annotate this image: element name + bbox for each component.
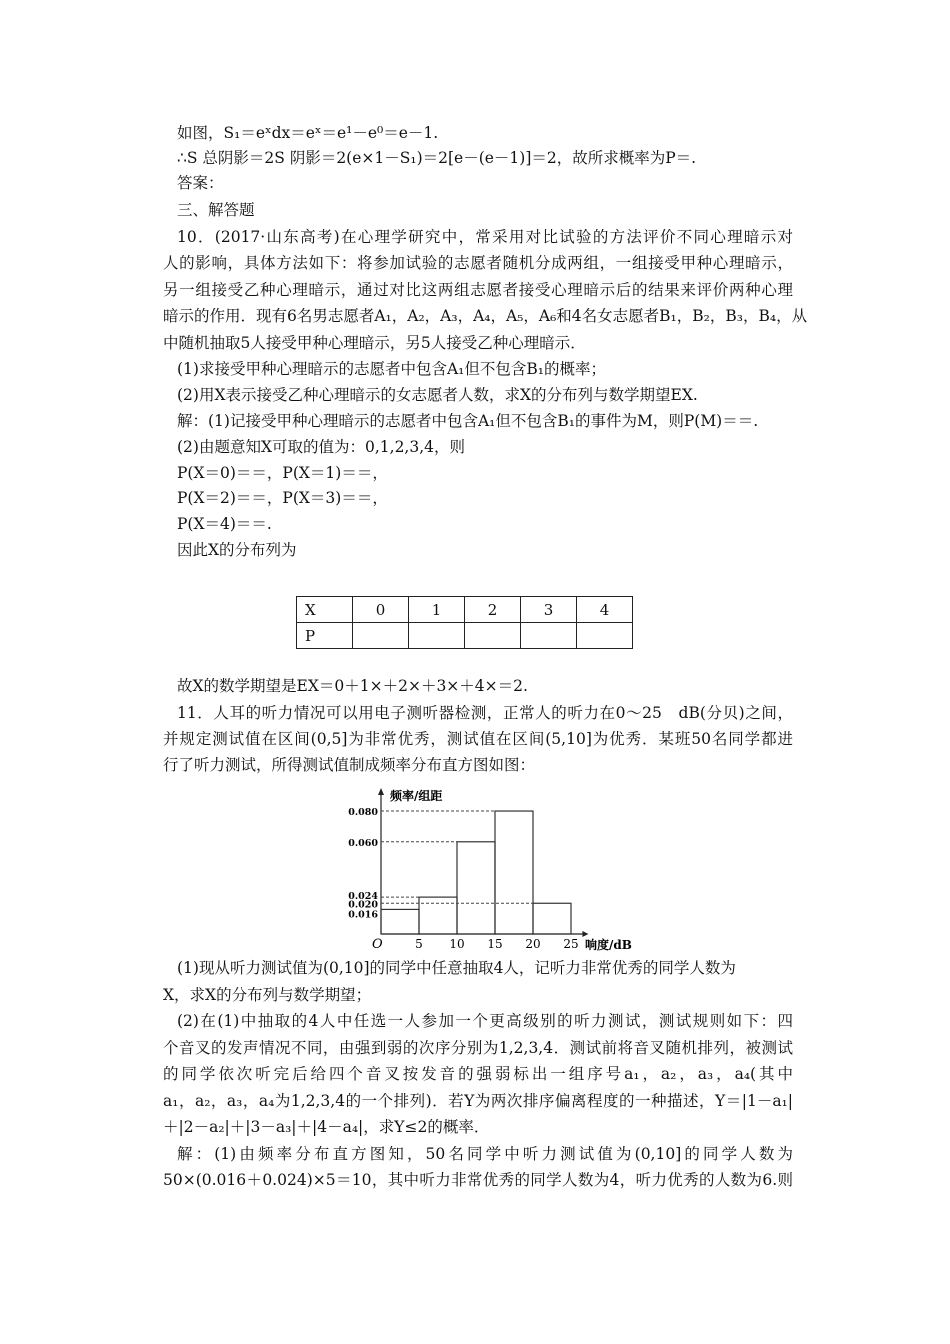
histogram-chart (340, 770, 650, 955)
table-cell (577, 623, 633, 649)
text-line: (1)求接受甲种心理暗示的志愿者中包含A₁但不包含B₁的概率； (177, 360, 606, 378)
problem-10-text: 10．(2017·山东高考)在心理学研究中，常采用对比试验的方法评价不同心理暗示对 (177, 228, 793, 246)
y-axis-label: 频率/组距 (390, 789, 443, 803)
text-line: 如图，S₁＝eˣdx＝eˣ＝e¹－e⁰＝e－1. (177, 124, 439, 142)
text-line: 个音叉的发声情况不同，由强到弱的次序分别为1,2,3,4．测试前将音叉随机排列，被测试 (163, 1039, 793, 1057)
y-tick-label: 0.020 (348, 899, 378, 911)
y-axis-arrow-icon (378, 788, 384, 795)
section-heading: 三、解答题 (177, 201, 255, 219)
x-tick-label: 10 (449, 937, 465, 951)
table-cell: 4 (577, 597, 633, 623)
text-line: 50×(0.016＋0.024)×5＝10，其中听力非常优秀的同学人数为4，听力优秀的人数为6.则 (163, 1171, 793, 1189)
origin-label: O (372, 937, 383, 952)
text-line: (1)现从听力测试值为(0,10]的同学中任意抽取4人，记听力非常优秀的同学人数为 (177, 959, 736, 977)
text-line: 的同学依次听完后给四个音叉按发音的强弱标出一组序号a₁，a₂，a₃，a₄(其中 (163, 1065, 793, 1083)
text-line: 因此X的分布列为 (177, 541, 297, 559)
distribution-table (296, 596, 633, 649)
table-cell: X (297, 597, 353, 623)
table-cell (521, 623, 577, 649)
text-line: 并规定测试值在区间(0,5]为非常优秀，测试值在区间(5,10]为优秀．某班50名同学都进 (163, 730, 793, 748)
text-line: (2)用X表示接受乙种心理暗示的女志愿者人数，求X的分布列与数学期望EX. (177, 386, 698, 404)
text-line: 人的影响，具体方法如下：将参加试验的志愿者随机分成两组，一组接受甲种心理暗示， (163, 254, 793, 272)
text-line: 故X的数学期望是EX＝0＋1×＋2×＋3×＋4×＝2. (177, 677, 528, 695)
x-tick-label: 20 (525, 937, 541, 951)
table-cell: 3 (521, 597, 577, 623)
text-line: (2)在(1)中抽取的4人中任选一人参加一个更高级别的听力测试，测试规则如下：四 (177, 1012, 793, 1030)
text-line: ＋|2－a₂|＋|3－a₃|＋|4－a₄|，求Y≤2的概率． (163, 1118, 490, 1136)
histogram-bar (533, 903, 571, 934)
x-tick-label: 5 (415, 937, 423, 951)
table-row (297, 597, 633, 623)
histogram-bar (419, 897, 457, 934)
text-line: (2)由题意知X可取的值为：0,1,2,3,4，则 (177, 438, 466, 456)
text-line: P(X＝2)＝＝，P(X＝3)＝＝， (177, 489, 388, 507)
text-line: a₁，a₂，a₃，a₄为1,2,3,4的一个排列)．若Y为两次排序偏离程度的一种描述，Y＝|1－a₁| (163, 1092, 793, 1110)
text-line: 暗示的作用．现有6名男志愿者A₁，A₂，A₃，A₄，A₅，A₆和4名女志愿者B₁，B₂，B₃，B₄，从 (163, 307, 808, 325)
x-axis-label: 响度/dB (585, 938, 632, 952)
text-line: X，求X的分布列与数学期望； (163, 986, 372, 1004)
y-tick-label: 0.024 (348, 891, 378, 903)
y-tick-label: 0.016 (348, 909, 378, 921)
table-cell: 0 (353, 597, 409, 623)
problem-11-text: 11．人耳的听力情况可以用电子测听器检测，正常人的听力在0～25 dB(分贝)之间， (177, 704, 793, 722)
text-line: 答案： (177, 174, 224, 192)
text-line: 中随机抽取5人接受甲种心理暗示，另5人接受乙种心理暗示． (163, 334, 586, 352)
x-tick-label: 15 (487, 937, 503, 951)
histogram-bar (495, 811, 533, 934)
text-line: 解：(1)由频率分布直方图知，50名同学中听力测试值为(0,10]的同学人数为 (177, 1145, 793, 1163)
x-axis-arrow-icon (582, 931, 588, 937)
text-line: 行了听力测试，所得测试值制成频率分布直方图如图： (163, 756, 536, 774)
text-line: P(X＝4)＝＝. (177, 515, 272, 533)
table-cell: 1 (409, 597, 465, 623)
table-cell: 2 (465, 597, 521, 623)
table-cell (353, 623, 409, 649)
histogram-bar (457, 842, 495, 934)
y-tick-label: 0.080 (348, 807, 378, 819)
histogram-bar (381, 909, 419, 934)
table-cell (409, 623, 465, 649)
chart-bars (381, 811, 571, 934)
chart-axes (378, 788, 588, 937)
x-tick-label: 25 (563, 937, 579, 951)
text-line: 另一组接受乙种心理暗示，通过对比这两组志愿者接受心理暗示后的结果来评价两种心理 (163, 281, 793, 299)
table-row (297, 623, 633, 649)
text-line: P(X＝0)＝＝，P(X＝1)＝＝， (177, 464, 388, 482)
table-cell (465, 623, 521, 649)
text-line: ∴S 总阴影＝2S 阴影＝2(e×1－S₁)＝2[e－(e－1)]＝2，故所求概率为P＝. (177, 149, 697, 167)
table-cell: P (297, 623, 353, 649)
y-tick-label: 0.060 (348, 837, 378, 849)
text-line: 解：(1)记接受甲种心理暗示的志愿者中包含A₁但不包含B₁的事件为M，则P(M)＝＝. (177, 412, 759, 430)
